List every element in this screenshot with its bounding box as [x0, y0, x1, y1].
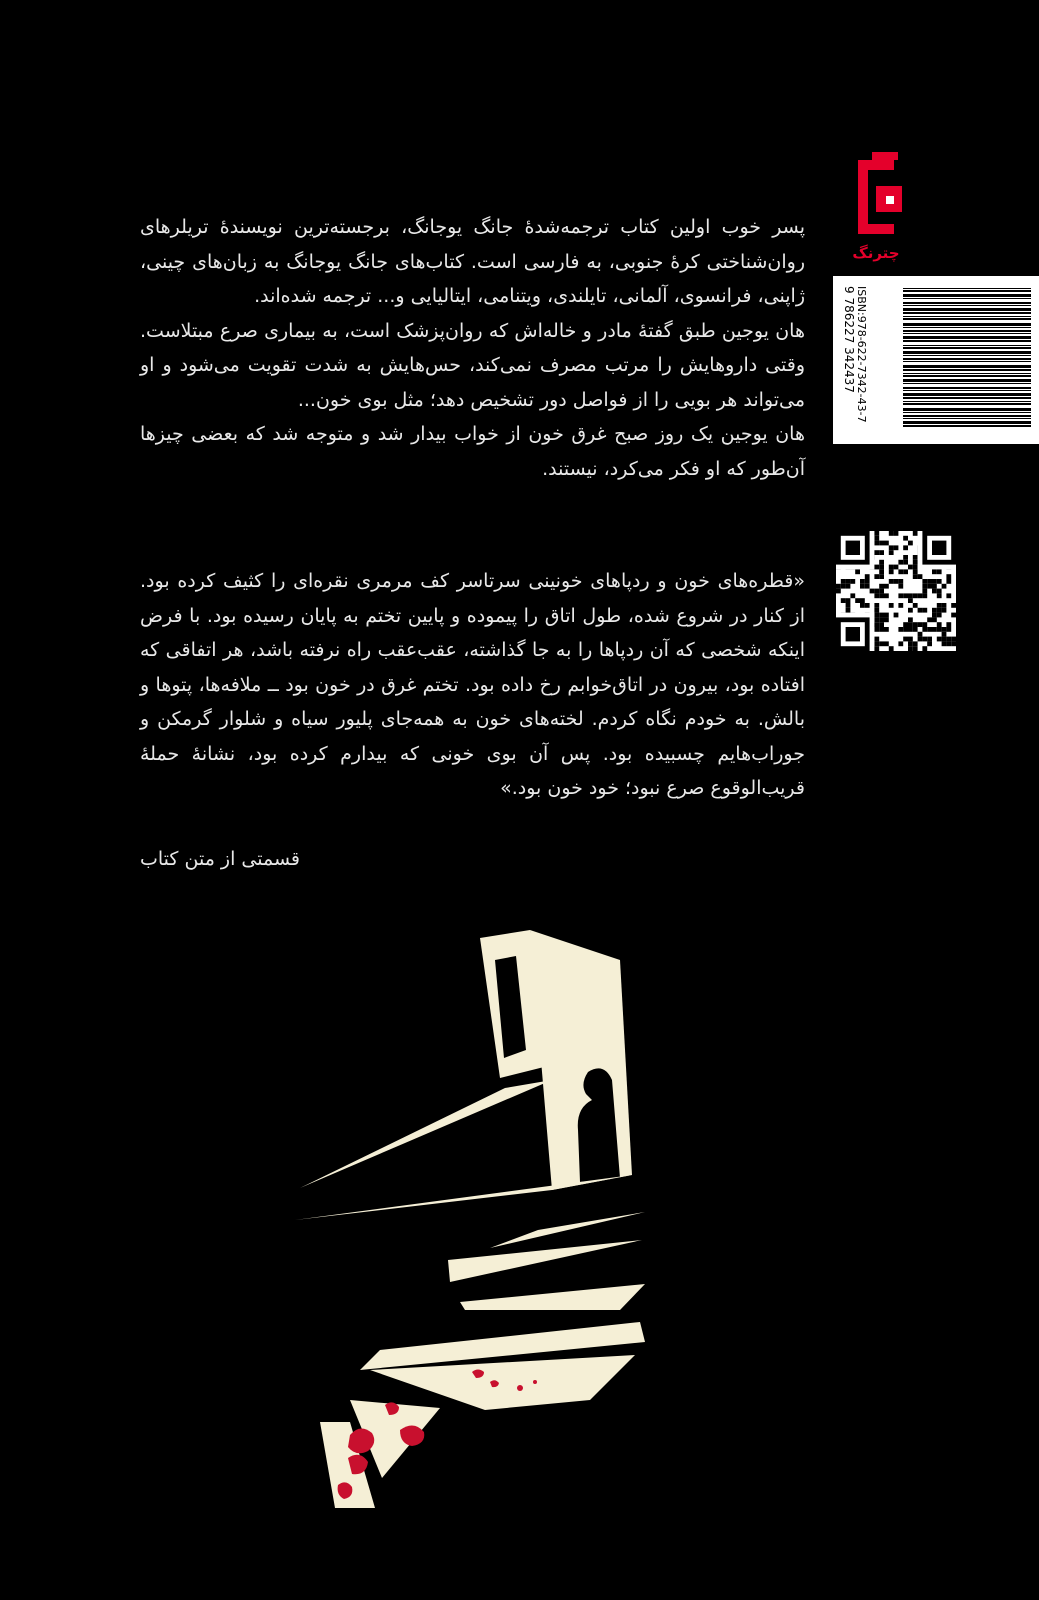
book-description	[140, 210, 805, 486]
door-light-illustration	[290, 930, 680, 1508]
qr-graphic	[836, 531, 956, 651]
publisher-name: چترنگ	[852, 244, 900, 262]
isbn-barcode	[833, 276, 1039, 444]
barcode-digits: 9 786227 342437	[842, 286, 856, 393]
book-excerpt: «قطره‌های خون و ردپاهای خونینی سرتاسر کف مرمری نقره‌ای را کثیف کرده بود. از کنار در شروع شده، طول اتاق را پیموده و پایین تختم به پایان رسیده بود. با فرض اینکه شخصی که آن ردپاها را به جا گذاشته، عقب‌عقب راه نرفته باشد، هر اتفاقی که افتاده بود، بیرون در اتاق‌خوابم رخ داده بود. تختم غرق در خون بود ــ ملافه‌ها، پتوها و بالش. به خودم نگاه کردم. لخته‌های خون به همه‌جای پلیور سیاه و شلوار گرمکن و جوراب‌هایم چسبیده بود. پس آن بوی خونی که بیدارم کرده بود، نشانهٔ حملهٔ قریب‌الوقوع صرع نبود؛ خود خون بود.»	[140, 570, 805, 799]
description-paragraph: پسر خوب اولین کتاب ترجمه‌شدهٔ جانگ یوجانگ، برجسته‌ترین نویسندهٔ تریلرهای روان‌شناختی کرهٔ جنوبی، به فارسی است. کتاب‌های جانگ یوجانگ به زبان‌های چینی، ژاپنی، فرانسوی، آلمانی، تایلندی، ویتنامی، ایتالیایی و... ترجمه شده‌اند.	[140, 216, 805, 307]
barcode-graphic	[833, 276, 1039, 444]
description-paragraph: هان یوجین طبق گفتهٔ مادر و خاله‌اش که روان‌پزشک است، به بیماری صرع مبتلاست. وقتی داروهایش را مرتب مصرف نمی‌کند، حس‌هایش به شدت تقویت می‌شود و او می‌تواند هر بویی را از فواصل دور تشخیص دهد؛ مثل بوی خون...	[140, 319, 805, 411]
description-paragraph: هان یوجین یک روز صبح غرق خون از خواب بیدار شد و متوجه شد که بعضی چیزها آن‌طور که او فکر می‌کرد، نیستند.	[140, 423, 805, 480]
excerpt-attribution: قسمتی از متن کتاب	[140, 848, 300, 870]
qr-code	[836, 531, 956, 651]
isbn-text: ISBN:978-622-7342-43-7	[855, 286, 868, 423]
